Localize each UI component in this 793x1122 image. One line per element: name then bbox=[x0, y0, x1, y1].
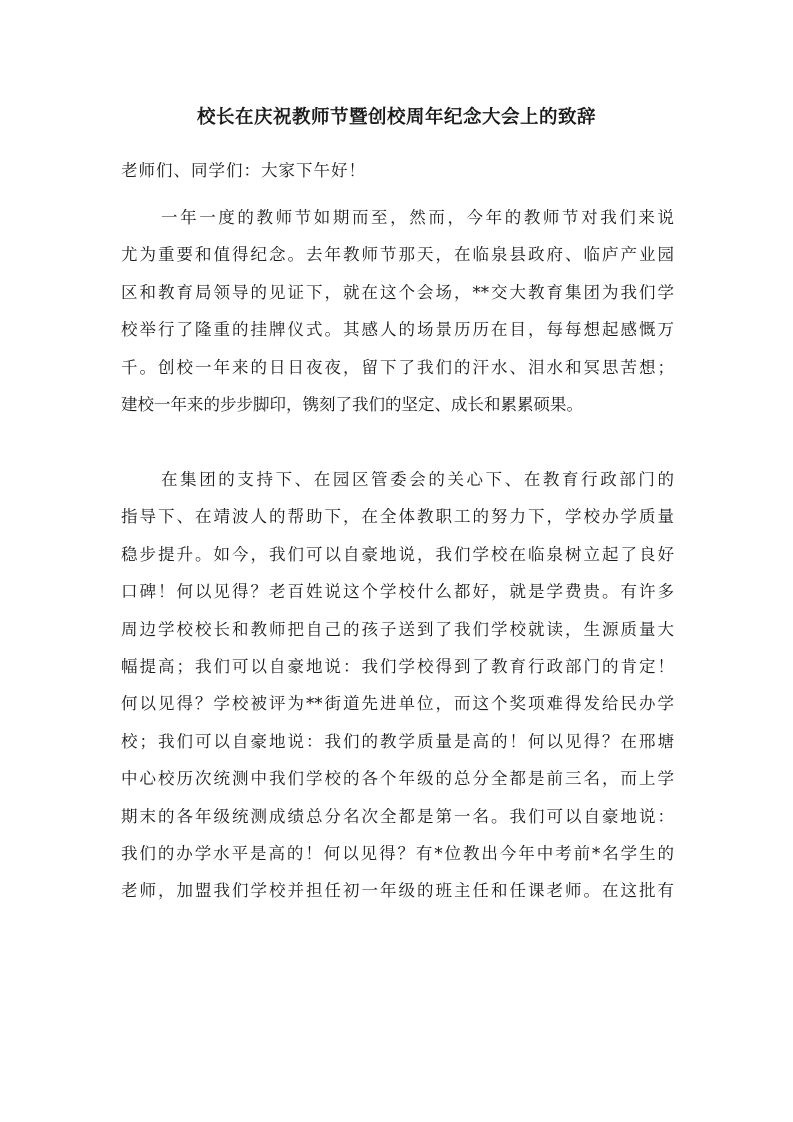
paragraph-line: 尤为重要和值得纪念。去年教师节那天，在临泉县政府、临庐产业园 bbox=[121, 245, 674, 265]
paragraph-line: 口碑！何以见得？老百姓说这个学校什么都好，就是学费贵。有许多 bbox=[121, 582, 674, 602]
paragraph-line: 幅提高；我们可以自豪地说：我们学校得到了教育行政部门的肯定！ bbox=[121, 656, 674, 676]
paragraph-line: 何以见得？学校被评为**街道先进单位，而这个奖项难得发给民办学 bbox=[121, 694, 674, 714]
paragraph-line: 校；我们可以自豪地说：我们的教学质量是高的！何以见得？在邢塘 bbox=[121, 731, 674, 751]
greeting: 老师们、同学们：大家下午好！ bbox=[121, 161, 366, 180]
paragraph-line: 建校一年来的步步脚印，镌刻了我们的坚定、成长和累累硕果。 bbox=[121, 394, 583, 414]
paragraph-1 bbox=[121, 199, 674, 423]
paragraph-2 bbox=[121, 461, 674, 910]
paragraph-line: 稳步提升。如今，我们可以自豪地说，我们学校在临泉树立起了良好 bbox=[121, 544, 674, 564]
paragraph-line: 期末的各年级统测成绩总分名次全都是第一名。我们可以自豪地说： bbox=[121, 806, 674, 826]
paragraph-line: 校举行了隆重的挂牌仪式。其感人的场景历历在目，每每想起感慨万 bbox=[121, 320, 674, 340]
paragraph-line: 千。创校一年来的日日夜夜，留下了我们的汗水、泪水和冥思苦想； bbox=[121, 357, 674, 377]
paragraph-line: 周边学校校长和教师把自己的孩子送到了我们学校就读，生源质量大 bbox=[121, 619, 674, 639]
paragraph-line: 中心校历次统测中我们学校的各个年级的总分全都是前三名，而上学 bbox=[121, 769, 674, 789]
paragraph-line: 在集团的支持下、在园区管委会的关心下、在教育行政部门的 bbox=[161, 470, 674, 489]
paragraph-line: 我们的办学水平是高的！何以见得？有*位教出今年中考前*名学生的 bbox=[121, 843, 674, 863]
paragraph-line: 老师，加盟我们学校并担任初一年级的班主任和任课老师。在这批有 bbox=[121, 881, 674, 901]
paragraph-line: 指导下、在靖波人的帮助下，在全体教职工的努力下，学校办学质量 bbox=[121, 507, 674, 527]
document-title: 校长在庆祝教师节暨创校周年纪念大会上的致辞 bbox=[196, 107, 596, 128]
paragraph-line: 区和教育局领导的见证下，就在这个会场，**交大教育集团为我们学 bbox=[121, 282, 674, 302]
paragraph-line: 一年一度的教师节如期而至，然而，今年的教师节对我们来说 bbox=[161, 208, 674, 227]
